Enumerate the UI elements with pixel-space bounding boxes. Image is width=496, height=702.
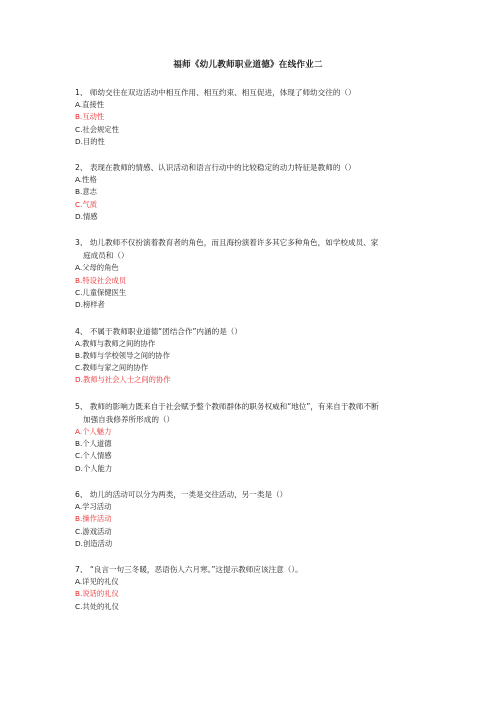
answer-option: A.详见的礼仪: [75, 577, 119, 587]
answer-option: D.创造活动: [75, 538, 113, 548]
question-stem: [75, 325, 425, 338]
answer-option: D.目的性: [75, 136, 105, 146]
question-text: 6、 幼儿的活动可以分为两类，一类是交往活动，另一类是（）: [75, 489, 288, 499]
question-stem: [75, 488, 425, 501]
answer-option: C.社会规定性: [75, 124, 119, 134]
question-text: 7、 “良言一句三冬暖，恶语伤人六月寒。”这提示教师应该注意（）。: [75, 565, 303, 575]
answer-option-correct: B.互动性: [75, 112, 105, 122]
question-text: 5、 教师的影响力既来自于社会赋予整个教师群体的职务权威和“地位”，有来自于教师不断: [75, 401, 379, 411]
question-text-continued: 庭成员和（）: [83, 251, 129, 261]
question-stem: [75, 161, 425, 174]
answer-option-correct: B.操作活动: [75, 514, 112, 524]
question-stem: [75, 400, 425, 426]
question-text: 4、 不属于教师职业道德“团结合作”内涵的是（）: [75, 326, 242, 336]
answer-option: C.游戏活动: [75, 526, 112, 536]
question-stem: [75, 563, 425, 576]
answer-option-correct: B.说话的礼仪: [75, 589, 119, 599]
answer-option: C.个人情感: [75, 451, 112, 461]
question-2: [75, 161, 425, 223]
answer-option-correct: D.教师与社会人士之间的协作: [75, 375, 171, 385]
answer-option-correct: A.个人魅力: [75, 426, 112, 436]
answer-option: A.父母的角色: [75, 263, 119, 273]
answer-option: A.性格: [75, 175, 97, 185]
answer-option: C.共处的礼仪: [75, 601, 119, 611]
answer-option: D.榜样者: [75, 300, 105, 310]
question-text: 1、 师幼交往在双边活动中相互作用、相互约束、相互促进，体现了师幼交往的（）: [75, 88, 356, 97]
question-7: [75, 563, 425, 613]
question-stem: [75, 236, 425, 262]
document-title: 福师《幼儿教师职业道德》在线作业二: [173, 60, 323, 70]
question-stem: [75, 86, 425, 99]
answer-option: B.教师与学校领导之间的协作: [75, 350, 170, 360]
question-1: [75, 86, 425, 148]
question-list: [75, 86, 425, 626]
answer-option-correct: B.特设社会成员: [75, 275, 127, 285]
answer-option: C.教师与家之间的协作: [75, 363, 149, 373]
question-text: 3、 幼儿教师不仅扮演着教育者的角色，而且海扮演着许多其它多种角色，如学校成员、家: [75, 238, 379, 248]
answer-option: D.个人能力: [75, 463, 113, 473]
question-text: 2、 表现在教师的情感、认识活动和语言行动中的比较稳定的动力特征是教师的（）: [75, 163, 356, 173]
question-5: [75, 400, 425, 475]
answer-option: B.意志: [75, 187, 97, 197]
answer-option: A.学习活动: [75, 501, 112, 511]
answer-option-correct: C.气质: [75, 199, 98, 209]
answer-option: C.儿童保健医生: [75, 287, 127, 297]
question-text-continued: 加强自我修养所形成的（）: [83, 414, 175, 424]
question-4: [75, 325, 425, 387]
answer-option: A.直接性: [75, 100, 105, 109]
question-6: [75, 488, 425, 550]
answer-option: B.个人道德: [75, 439, 112, 449]
answer-option: D.情感: [75, 212, 98, 222]
question-3: [75, 236, 425, 311]
answer-option: A.教师与教师之间的协作: [75, 338, 156, 348]
